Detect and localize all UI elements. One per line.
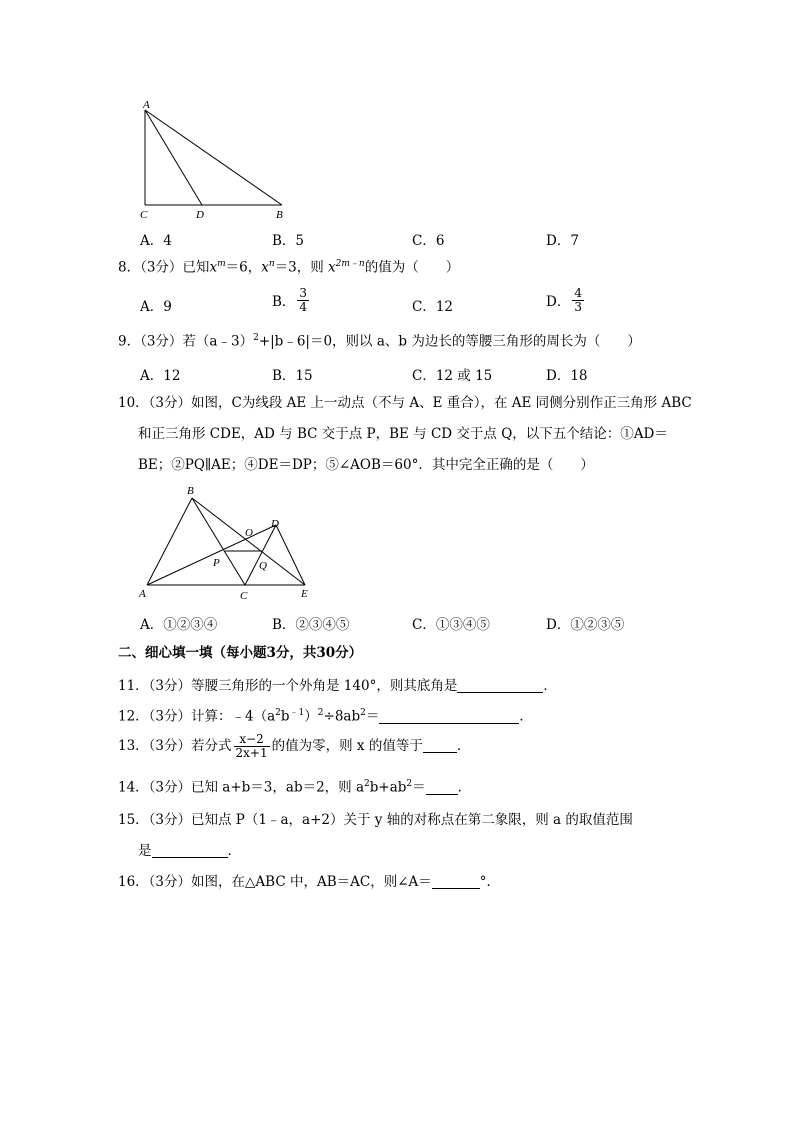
label-b: B xyxy=(276,209,283,221)
q8-option-d: D． $\frac{4}{3}$ xyxy=(546,286,582,314)
q16-answer-blank[interactable] xyxy=(432,874,480,889)
q9-question: 9．（3分）若（a﹣3）$^2$+|b﹣6|＝0，则以 a、b 为边长的等腰三角形的周长为（ ） xyxy=(118,333,641,350)
label-a: A xyxy=(143,99,150,111)
label-e: E xyxy=(301,588,308,600)
edge-bc xyxy=(192,498,245,585)
label-o: O xyxy=(245,527,253,539)
q14-answer-blank[interactable] xyxy=(426,780,458,795)
label-c: C xyxy=(240,590,248,602)
q7-triangle-figure xyxy=(130,95,300,225)
q11-question: 11．（3分）等腰三角形的一个外角是 140°，则其底角是 ． xyxy=(118,678,557,694)
q8-question: 8．（3分）已知$x^m=6$，$x^n=3$，则 $x^{2m﹣n}$的值为（ ） xyxy=(118,259,460,276)
q7-option-a: A．4 xyxy=(140,233,172,249)
edge-de xyxy=(276,525,305,585)
q10-line-3: BE；②PQ∥AE；④DE＝DP；⑤∠AOB＝60°．其中完全正确的是（ ） xyxy=(138,457,594,473)
q7-option-b: B．5 xyxy=(272,233,305,249)
edge-ad xyxy=(145,110,202,205)
label-p: P xyxy=(213,557,220,569)
q9-option-c: C．12 或 15 xyxy=(412,368,493,384)
label-d: D xyxy=(196,209,204,221)
q11-answer-blank[interactable] xyxy=(457,678,543,693)
q10-option-a: A．①②③④ xyxy=(140,617,218,633)
q13-answer-blank[interactable] xyxy=(423,738,457,753)
q15-line-1: 15．（3分）已知点 P（1﹣a，a+2）关于 y 轴的对称点在第二象限，则 a 的取值范围 xyxy=(118,812,633,828)
label-c: C xyxy=(140,209,148,221)
q7-option-c: C．6 xyxy=(412,233,445,249)
edge-ab xyxy=(147,498,192,585)
q8-option-a: A．9 xyxy=(140,299,172,315)
q12-question: 12．（3分）计算：$﹣4(a^2b^{﹣1})^2\div 8ab^2=$ ． xyxy=(118,708,533,725)
q16-question: 16．（3分）如图，在△ABC 中，AB＝AC，则∠A＝ °． xyxy=(118,874,500,890)
label-d: D xyxy=(271,518,279,530)
q10-option-c: C．①③④⑤ xyxy=(412,617,490,633)
q10-triangles-figure xyxy=(135,480,325,605)
q15-line-2: 是 ． xyxy=(138,843,241,859)
edge-ab xyxy=(145,110,282,205)
q10-option-b: B．②③④⑤ xyxy=(272,617,350,633)
q15-answer-blank[interactable] xyxy=(152,843,228,858)
q10-line-1: 10．（3分）如图，C为线段 AE 上一动点（不与 A、E 重合），在 AE 同侧分别作正三角形 ABC xyxy=(118,395,692,411)
section-2-heading: 二、细心填一填（每小题3分，共30分） xyxy=(118,645,363,661)
q9-option-d: D．18 xyxy=(546,368,588,384)
label-b: B xyxy=(187,485,194,497)
q9-option-a: A．12 xyxy=(140,368,181,384)
q13-question: 13．（3分）若分式 $\frac{x-2}{2x+1}$ 的值为零，则 x 的值等于 ． xyxy=(118,732,471,760)
edge-be xyxy=(192,498,305,585)
q9-option-b: B．15 xyxy=(272,368,313,384)
q8-option-b: B． $\frac{3}{4}$ xyxy=(272,286,308,314)
label-q: Q xyxy=(259,560,267,572)
q10-line-2: 和正三角形 CDE，AD 与 BC 交于点 P，BE 与 CD 交于点 Q，以下五个结论：①AD＝ xyxy=(138,426,668,442)
q14-question: 14．（3分）已知 a+b＝3，ab＝2，则 $a^2b+ab^2=$ ． xyxy=(118,779,472,796)
edge-ad xyxy=(147,525,276,585)
q12-answer-blank[interactable] xyxy=(379,709,519,724)
q8-option-c: C．12 xyxy=(412,299,454,315)
q7-option-d: D．7 xyxy=(546,233,579,249)
q10-option-d: D．①②③⑤ xyxy=(546,617,625,633)
label-a: A xyxy=(139,588,146,600)
